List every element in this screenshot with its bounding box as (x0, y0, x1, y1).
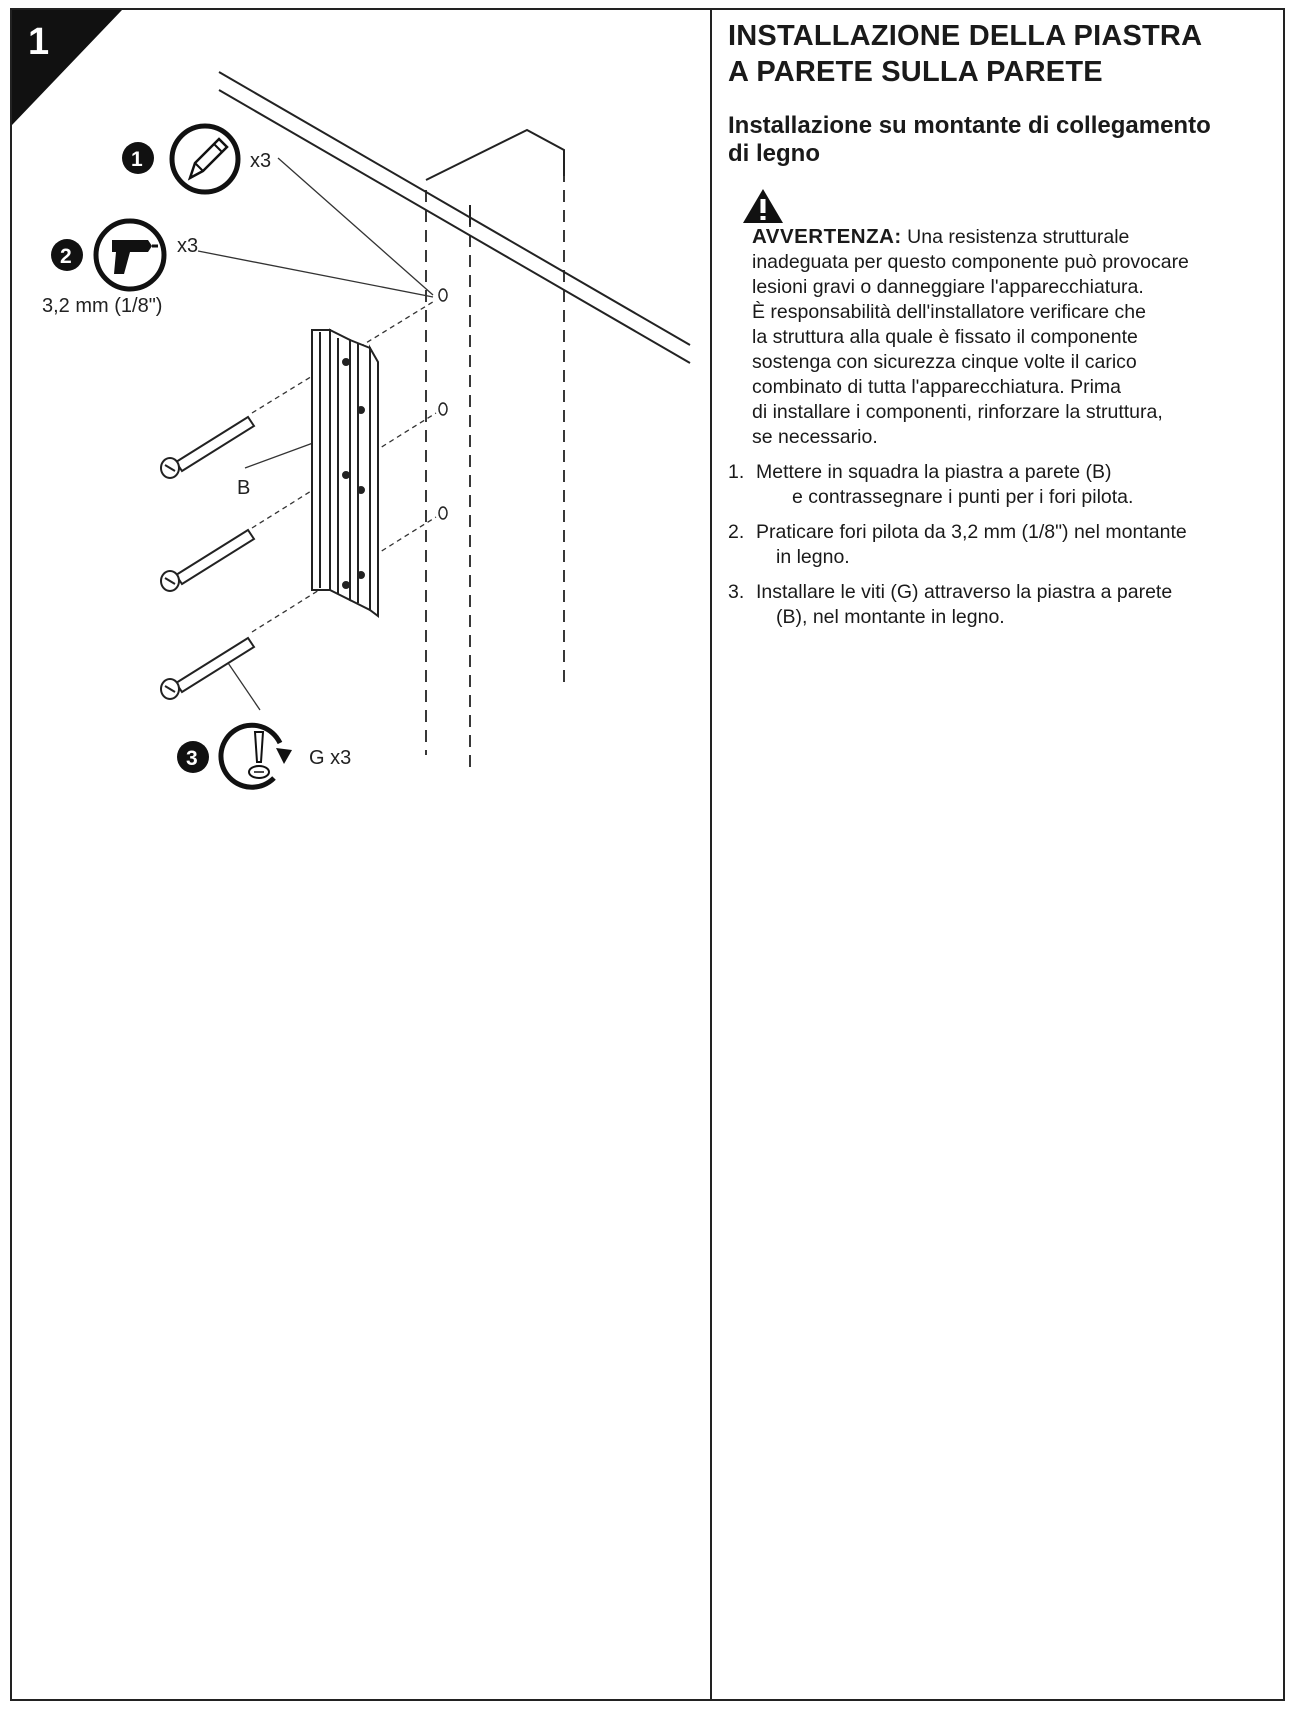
title-line-1: INSTALLAZIONE DELLA PIASTRA (728, 20, 1203, 52)
column-divider (710, 8, 712, 1701)
instructions-panel (728, 18, 1280, 640)
subtitle-line-1: Installazione su montante di collegamento (728, 112, 1211, 139)
tool-3-badge-number: 3 (186, 747, 198, 770)
warning-heading: AVVERTENZA: (752, 225, 902, 248)
warning-triangle-icon (742, 188, 784, 224)
tool-3-quantity: G x3 (309, 747, 352, 769)
illustration-panel (12, 10, 710, 810)
tool-2-group (42, 221, 198, 317)
instruction-step (728, 460, 1280, 510)
part-label-b: B (237, 477, 251, 499)
step-text-line-1: Installare le viti (G) attraverso la piastra a parete (756, 581, 1173, 603)
title-line-2: A PARETE SULLA PARETE (728, 56, 1103, 88)
tool-1-quantity: x3 (250, 150, 272, 172)
pencil-icon (172, 126, 238, 192)
warning-line-3: lesioni gravi o danneggiare l'apparecchiatura. (752, 276, 1144, 298)
pilot-holes (439, 289, 447, 519)
warning-line-9: se necessario. (752, 426, 878, 448)
step-index: 3. (728, 581, 745, 603)
screws-g (161, 417, 254, 699)
warning-line-8: di installare i componenti, rinforzare la struttura, (752, 401, 1163, 423)
instruction-step (728, 520, 1280, 570)
tool-1-group (122, 126, 271, 192)
step-text-line-2: in legno. (776, 546, 850, 568)
step-text-line-2: e contrassegnare i punti per i fori pilota. (792, 486, 1134, 508)
warning-line-7: combinato di tutta l'apparecchiatura. Prima (752, 376, 1121, 398)
section-subtitle (728, 112, 1280, 168)
warning-line-6: sostenga con sicurezza cinque volte il carico (752, 351, 1137, 373)
tool-2-quantity: x3 (177, 235, 199, 257)
subtitle-line-2: di legno (728, 140, 820, 167)
page-title (728, 18, 1280, 90)
instruction-steps (728, 460, 1280, 630)
installation-illustration (12, 10, 710, 810)
step-text-line-1: Mettere in squadra la piastra a parete (B) (756, 461, 1112, 483)
wall-plate-b (312, 330, 378, 616)
step-text-line-2: (B), nel montante in legno. (776, 606, 1005, 628)
step-number: 1 (28, 21, 50, 63)
drill-icon (96, 221, 164, 289)
instruction-step (728, 580, 1280, 630)
warning-block (752, 224, 1280, 450)
warning-line-1: Una resistenza strutturale (901, 226, 1130, 248)
screwdriver-rotate-icon (221, 725, 292, 787)
step-text-line-1: Praticare fori pilota da 3,2 mm (1/8") nel montante (756, 521, 1187, 543)
step-index: 2. (728, 521, 745, 543)
tool-3-group (177, 725, 351, 787)
drill-bit-size: 3,2 mm (1/8") (42, 295, 163, 317)
warning-line-2: inadeguata per questo componente può provocare (752, 251, 1189, 273)
wall-stud-drawing (219, 72, 690, 363)
tool-2-badge-number: 2 (60, 245, 72, 268)
warning-line-4: È responsabilità dell'installatore verificare che (752, 301, 1146, 323)
warning-line-5: la struttura alla quale è fissato il componente (752, 326, 1138, 348)
step-index: 1. (728, 461, 745, 483)
tool-1-badge-number: 1 (131, 148, 143, 171)
